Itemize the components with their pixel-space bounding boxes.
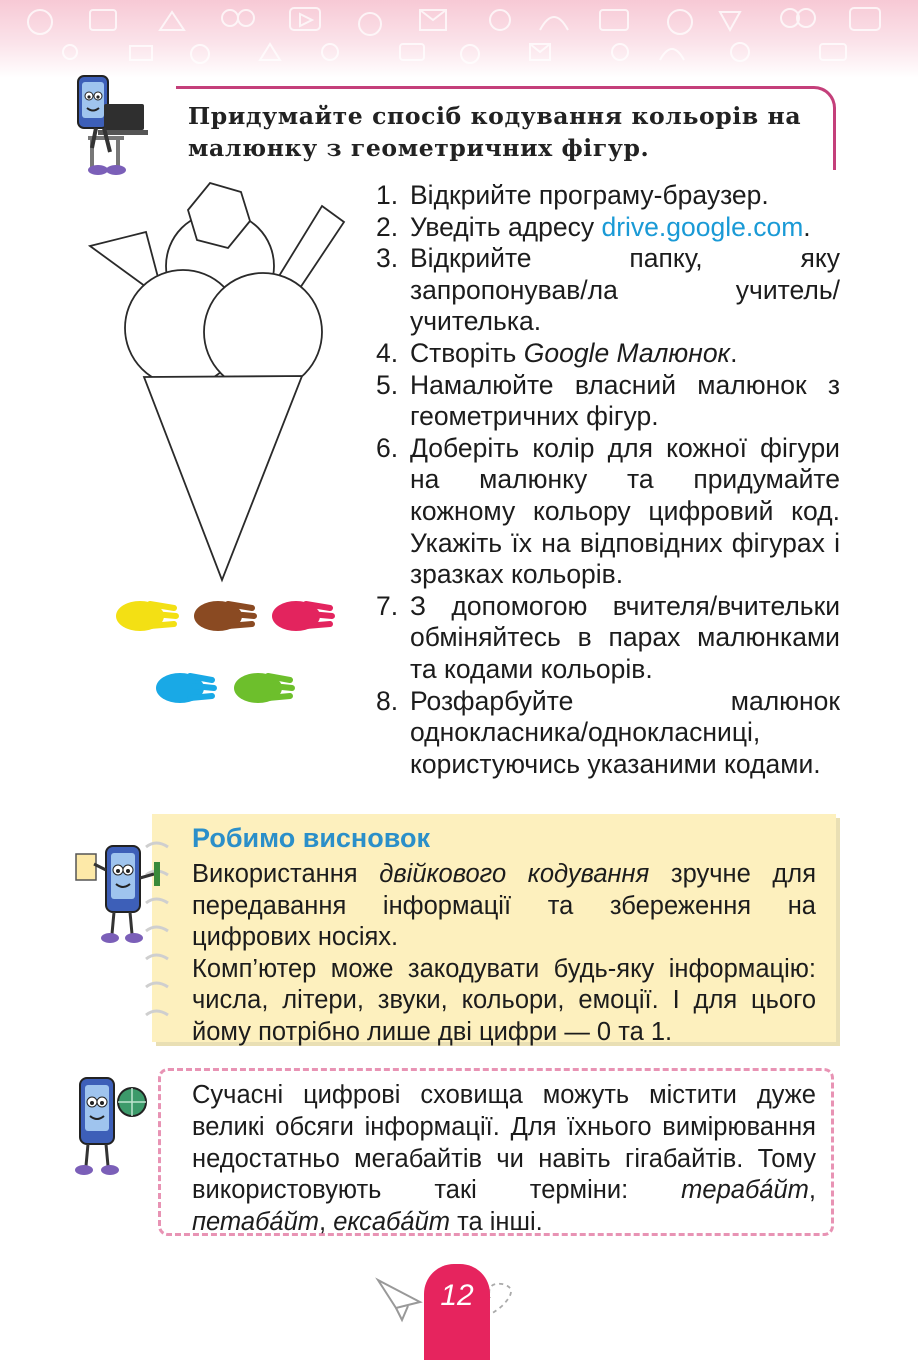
conclusion-p1-start: Використання [192, 860, 380, 888]
swatch-green [234, 673, 292, 703]
info-separator: , [808, 1176, 816, 1205]
conclusion-title: Робимо висновок [192, 823, 430, 853]
step-number: 1. [376, 180, 399, 210]
step-item [372, 370, 840, 433]
step-number: 8. [376, 685, 399, 716]
step-text: Уведіть адресу [410, 211, 602, 242]
step-text: Намалюйте власний малюнок з геометричних фігур. [410, 369, 840, 432]
spiral-binding-icon [144, 980, 170, 994]
conclusion-paragraph: Комп’ютер може закодувати будь-яку інформацію: числа, літери, звуки, кольори, емоції. І для цього йому потрібно лише дві цифри — 0 та 1. [192, 954, 816, 1046]
mascot-globe-icon [70, 1072, 154, 1180]
task-title-line1: Придумайте спосіб кодування кольорів на [188, 102, 802, 130]
step-number: 2. [376, 211, 399, 242]
info-text-start: Сучасні цифрові сховища можуть містити дуже великі обсяги інформації. Для їхнього вимірювання недостатньо мегабайтів чи навіть гігабайтів. Тому використовують такі терміни: [192, 1081, 816, 1205]
spiral-binding-icon [144, 952, 170, 966]
conclusion-text [192, 859, 816, 1048]
step-text: З допомогою вчителя/вчительки обміняйтесь в парах малюнками та кодами кольорів. [410, 590, 840, 684]
term-terabyte: терабáйт [681, 1176, 809, 1205]
step-emphasis: Google Малюнок [523, 337, 731, 368]
conclusion-p1-end: зручне для передавання інформації та збереження на цифрових носіях. [192, 860, 816, 951]
step-number: 6. [376, 432, 399, 463]
task-title [188, 100, 828, 164]
doodle-pattern [0, 0, 918, 78]
step-number: 5. [376, 369, 399, 400]
step-text: Відкрийте програму-браузер. [410, 180, 769, 210]
conclusion-paragraph [192, 859, 816, 954]
term-petabyte: петабáйт [192, 1208, 320, 1237]
step-item [372, 338, 840, 370]
header-decoration-band [0, 0, 918, 78]
right-scoop-circle [204, 273, 322, 391]
step-item [372, 591, 840, 686]
task-title-line2: малюнку з геометричних фігур. [188, 134, 650, 162]
swatch-yellow [116, 601, 176, 631]
drive-link[interactable]: drive.google.com [601, 211, 804, 242]
mascot-laptop-icon [68, 68, 154, 180]
step-text: Відкрийте папку, яку запропонував/ла учитель/учителька. [410, 243, 840, 337]
steps-list [372, 180, 840, 780]
page-number: 12 [440, 1279, 474, 1312]
step-item [372, 243, 840, 338]
step-number: 4. [376, 337, 399, 368]
step-item [372, 180, 840, 212]
step-text-end: . [730, 337, 738, 368]
term-exabyte: ексабáйт [333, 1208, 451, 1237]
swatch-blue [156, 673, 214, 703]
swatch-brown [194, 601, 254, 631]
step-text: Доберіть колір для кожної фігури на малюнку та придумайте кожному кольору цифровий код. Укажіть їх на відповідних фігурах і зразках кольорів. [410, 432, 840, 590]
swatch-pink [272, 601, 332, 631]
paint-swatches [110, 596, 340, 716]
cone-triangle-shape [144, 376, 302, 580]
step-item [372, 212, 840, 244]
step-text: Створіть [410, 337, 524, 368]
step-text: Розфарбуйте малюнок однокласника/однокласниці, користуючись указаними кодами. [410, 685, 840, 779]
step-number: 3. [376, 243, 399, 274]
step-number: 7. [376, 590, 399, 621]
conclusion-emphasis: двійкового кодування [379, 860, 650, 888]
step-item [372, 433, 840, 591]
info-text [192, 1080, 816, 1239]
step-item [372, 686, 840, 781]
spiral-binding-icon [144, 1008, 170, 1022]
info-separator: , [319, 1208, 334, 1237]
mascot-notes-icon [70, 840, 170, 948]
step-text-end: . [803, 211, 811, 242]
info-text-end: та інші. [450, 1208, 543, 1237]
